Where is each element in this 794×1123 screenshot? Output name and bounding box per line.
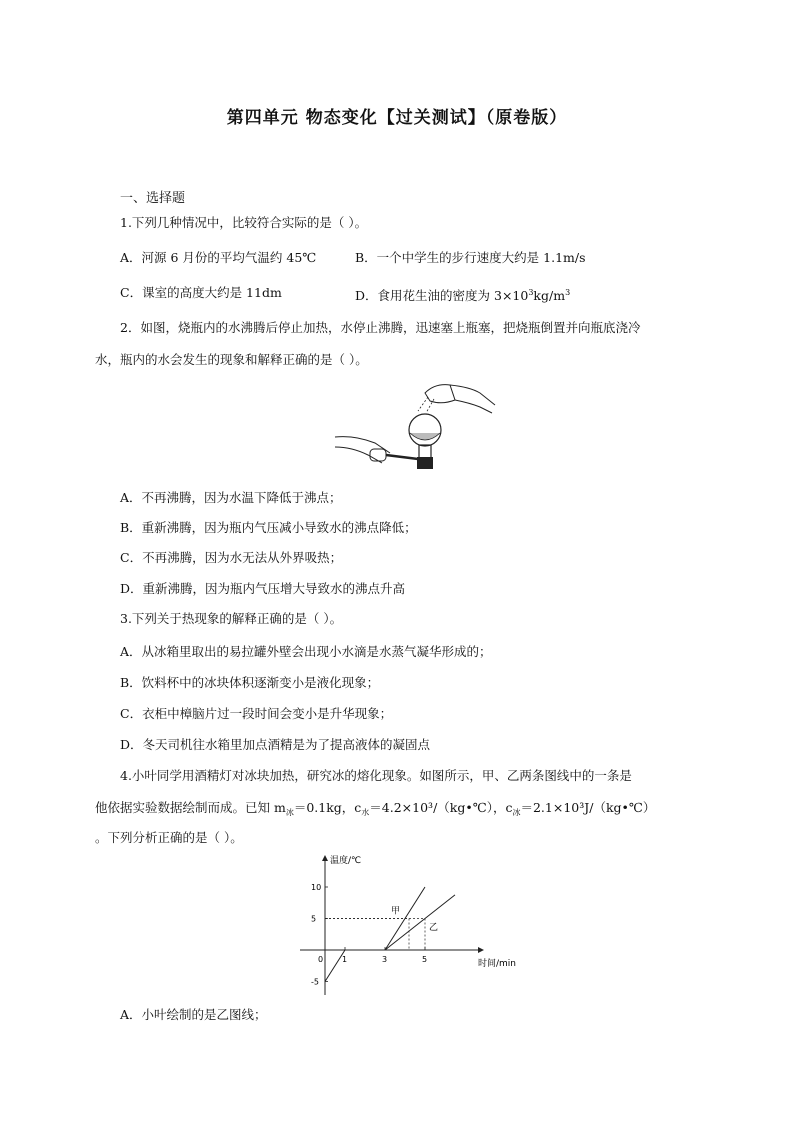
q4-stem-line1: 4.小叶同学用酒精灯对冰块加热，研究冰的熔化现象。如图所示，甲、乙两条图线中的一条是 bbox=[120, 768, 632, 783]
q1-option-d bbox=[355, 285, 570, 304]
x-tick-label: 3 bbox=[382, 955, 388, 964]
x-tick-label: 5 bbox=[422, 955, 428, 964]
y-axis-label: 温度/℃ bbox=[330, 856, 362, 866]
q1-option-c: C．课室的高度大约是 11dm bbox=[120, 285, 282, 300]
q3-option-c: C．衣柜中樟脑片过一段时间会变小是升华现象； bbox=[120, 706, 393, 721]
q2-option-d: D．重新沸腾，因为瓶内气压增大导致水的沸点升高 bbox=[120, 581, 406, 596]
temperature-time-graph bbox=[295, 850, 530, 1000]
y-tick-label: 5 bbox=[311, 914, 317, 924]
q1-d-prefix: D．食用花生油的密度为 3×10 bbox=[355, 288, 529, 303]
y-tick-label: 10 bbox=[311, 883, 322, 892]
q2-option-a: A．不再沸腾，因为水温下降低于沸点； bbox=[120, 490, 342, 505]
series-label-1: 甲 bbox=[391, 906, 401, 917]
q4-text-c: ＝4.2×10³/（kg•℃），c bbox=[369, 800, 513, 815]
q3-option-a: A．从冰箱里取出的易拉罐外壁会出现小水滴是水蒸气凝华形成的； bbox=[120, 644, 492, 659]
q3-stem: 3.下列关于热现象的解释正确的是（ ）。 bbox=[120, 611, 343, 626]
q1-d-unit: kg/m bbox=[533, 288, 566, 303]
q4-stem-line3: 。下列分析正确的是（ ）。 bbox=[95, 830, 243, 845]
q2-option-c: C．不再沸腾，因为水无法从外界吸热； bbox=[120, 550, 343, 565]
q2-stem-line1: 2．如图，烧瓶内的水沸腾后停止加热，水停止沸腾，迅速塞上瓶塞，把烧瓶倒置并向瓶底浇冷 bbox=[120, 320, 641, 335]
y-tick-label: -5 bbox=[311, 977, 319, 987]
q4-text-a: 他依据实验数据绘制而成。已知 m bbox=[95, 800, 286, 815]
q2-stem-line2: 水，瓶内的水会发生的现象和解释正确的是（ ）。 bbox=[95, 352, 368, 367]
section-heading: 一、选择题 bbox=[120, 191, 186, 206]
q1-option-a: A．河源 6 月份的平均气温约 45℃ bbox=[120, 250, 317, 265]
series-label-2: 乙 bbox=[429, 922, 439, 933]
series-line-2 bbox=[385, 895, 455, 950]
q4-sub-water: 水 bbox=[361, 808, 370, 817]
q4-sub-ice2: 冰 bbox=[512, 808, 521, 817]
q1-d-unit-exp: 3 bbox=[565, 288, 571, 297]
x-tick-label: 1 bbox=[342, 955, 348, 964]
q3-option-b: B．饮料杯中的冰块体积逐渐变小是液化现象； bbox=[120, 675, 380, 690]
q4-option-a: A．小叶绘制的是乙图线； bbox=[120, 1007, 267, 1022]
flask-illustration bbox=[330, 375, 500, 480]
q1-stem: 1.下列几种情况中，比较符合实际的是（ ）。 bbox=[120, 215, 368, 230]
x-tick-label: 0 bbox=[318, 955, 324, 964]
page-title: 第四单元 物态变化【过关测试】（原卷版） bbox=[226, 108, 568, 128]
q4-stem-line2 bbox=[95, 800, 655, 821]
q4-text-d: ＝2.1×10³J/（kg•℃） bbox=[520, 800, 656, 815]
q4-text-b: ＝0.1kg，c bbox=[293, 800, 362, 815]
q3-option-d: D．冬天司机往水箱里加点酒精是为了提高液体的凝固点 bbox=[120, 737, 431, 752]
x-axis-label: 时间/min bbox=[478, 959, 517, 969]
q2-option-b: B．重新沸腾，因为瓶内气压减小导致水的沸点降低； bbox=[120, 520, 417, 535]
q1-d-exp: 3 bbox=[528, 288, 534, 297]
q4-sub-ice: 冰 bbox=[285, 808, 294, 817]
series-line-1 bbox=[325, 887, 428, 982]
q1-option-b: B．一个中学生的步行速度大约是 1.1m/s bbox=[355, 250, 586, 265]
